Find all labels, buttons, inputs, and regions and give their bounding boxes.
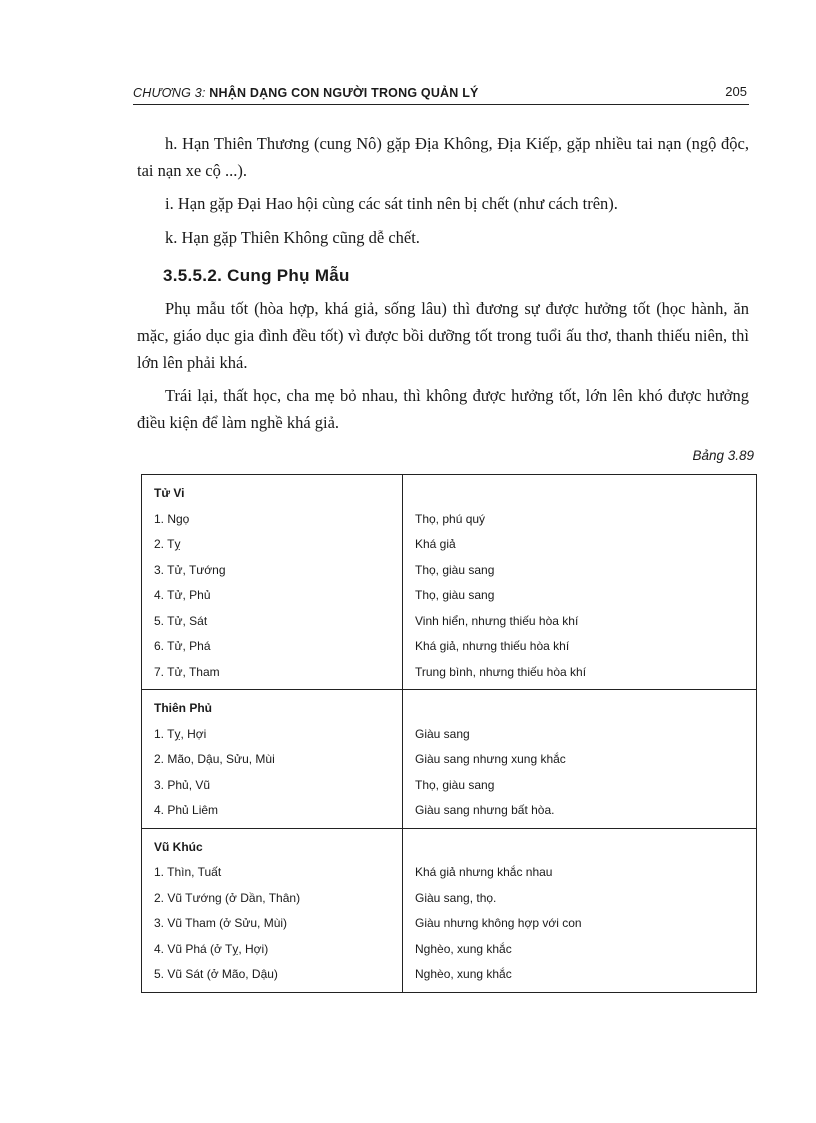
meaning-cell: Giàu sang	[415, 726, 470, 741]
position-cell: 5. Vũ Sát (ở Mão, Dậu)	[154, 967, 278, 981]
meaning-cell: Thọ, phú quý	[415, 511, 486, 526]
meaning-column	[403, 690, 756, 828]
position-column	[142, 475, 403, 689]
table-caption: Bảng 3.89	[692, 448, 754, 463]
meaning-cell: Thọ, giàu sang	[415, 562, 495, 577]
position-cell: 2. Tỵ	[154, 537, 181, 551]
meaning-cell: Thọ, giàu sang	[415, 588, 495, 602]
position-cell: 6. Tử, Phá	[154, 639, 211, 653]
meaning-cell: Khá giả, nhưng thiếu hòa khí	[415, 639, 570, 653]
paragraph-h: h. Hạn Thiên Thương (cung Nô) gặp Địa Không, Địa Kiếp, gặp nhiều tai nạn (ngộ độc, tai nạn xe cộ ...).	[137, 134, 749, 180]
running-header	[133, 82, 749, 105]
meaning-cell: Khá giả	[415, 537, 456, 551]
group-title: Thiên Phủ	[154, 701, 212, 715]
meaning-cell: Giàu sang nhưng xung khắc	[415, 752, 566, 766]
position-cell: 2. Mão, Dậu, Sửu, Mùi	[154, 752, 275, 766]
section-title: 3.5.5.2. Cung Phụ Mẫu	[163, 266, 350, 285]
position-cell: 2. Vũ Tướng (ở Dần, Thân)	[154, 890, 301, 905]
section-paragraph: Trái lại, thất học, cha mẹ bỏ nhau, thì không được hưởng tốt, lớn lên khó được hưởng điều kiện để làm nghề khá giả.	[137, 386, 749, 432]
paragraph-i: i. Hạn gặp Đại Hao hội cùng các sát tinh nên bị chết (như cách trên).	[165, 194, 618, 213]
position-cell: 5. Tử, Sát	[154, 613, 208, 628]
page-number: 205	[725, 84, 747, 99]
meaning-cell: Giàu sang, thọ.	[415, 890, 497, 905]
position-cell: 4. Vũ Phá (ở Tỵ, Hợi)	[154, 941, 269, 956]
chapter-prefix: CHƯƠNG 3:	[133, 86, 206, 100]
chapter-heading	[133, 86, 479, 100]
meaning-cell: Trung bình, nhưng thiếu hòa khí	[415, 664, 587, 679]
position-cell: 3. Phủ, Vũ	[154, 777, 211, 792]
meaning-column	[403, 475, 756, 689]
paragraph-k: k. Hạn gặp Thiên Không cũng dễ chết.	[165, 228, 420, 247]
meaning-cell: Vinh hiển, nhưng thiếu hòa khí	[415, 613, 579, 628]
group-title-spacer	[415, 835, 756, 861]
position-cell: 3. Vũ Tham (ở Sửu, Mùi)	[154, 916, 288, 930]
section-paragraph: Phụ mẫu tốt (hòa hợp, khá giả, sống lâu) thì đương sự được hưởng tốt (học hành, ăn mặc, giáo dục gia đình đều tốt) vì được bồi dưỡng tốt trong tuổi ấu thơ, thanh thiếu niên, thì lớn lên phải khá.	[137, 299, 749, 372]
position-cell: 3. Tử, Tướng	[154, 562, 226, 577]
table-group	[142, 828, 756, 992]
meaning-cell: Giàu nhưng không hợp với con	[415, 916, 582, 930]
table-group	[142, 475, 756, 689]
position-cell: 1. Thìn, Tuất	[154, 865, 222, 879]
position-cell: 4. Phủ Liêm	[154, 803, 219, 817]
group-title: Vũ Khúc	[154, 839, 203, 854]
position-column	[142, 690, 403, 828]
group-title-spacer	[415, 696, 756, 722]
table-group	[142, 689, 756, 828]
meaning-column	[403, 829, 756, 992]
meaning-cell: Thọ, giàu sang	[415, 777, 495, 792]
position-column	[142, 829, 403, 992]
star-position-table	[141, 474, 757, 993]
group-title: Tử Vi	[154, 486, 185, 500]
position-cell: 1. Ngọ	[154, 511, 190, 526]
position-cell: 7. Tử, Tham	[154, 664, 220, 679]
chapter-title: NHẬN DẠNG CON NGƯỜI TRONG QUẢN LÝ	[209, 86, 479, 100]
meaning-cell: Nghèo, xung khắc	[415, 967, 512, 981]
meaning-cell: Khá giả nhưng khắc nhau	[415, 865, 553, 879]
position-cell: 4. Tử, Phủ	[154, 588, 211, 602]
meaning-cell: Giàu sang nhưng bất hòa.	[415, 803, 555, 817]
meaning-cell: Nghèo, xung khắc	[415, 941, 512, 956]
group-title-spacer	[415, 481, 756, 507]
position-cell: 1. Tỵ, Hợi	[154, 726, 207, 741]
